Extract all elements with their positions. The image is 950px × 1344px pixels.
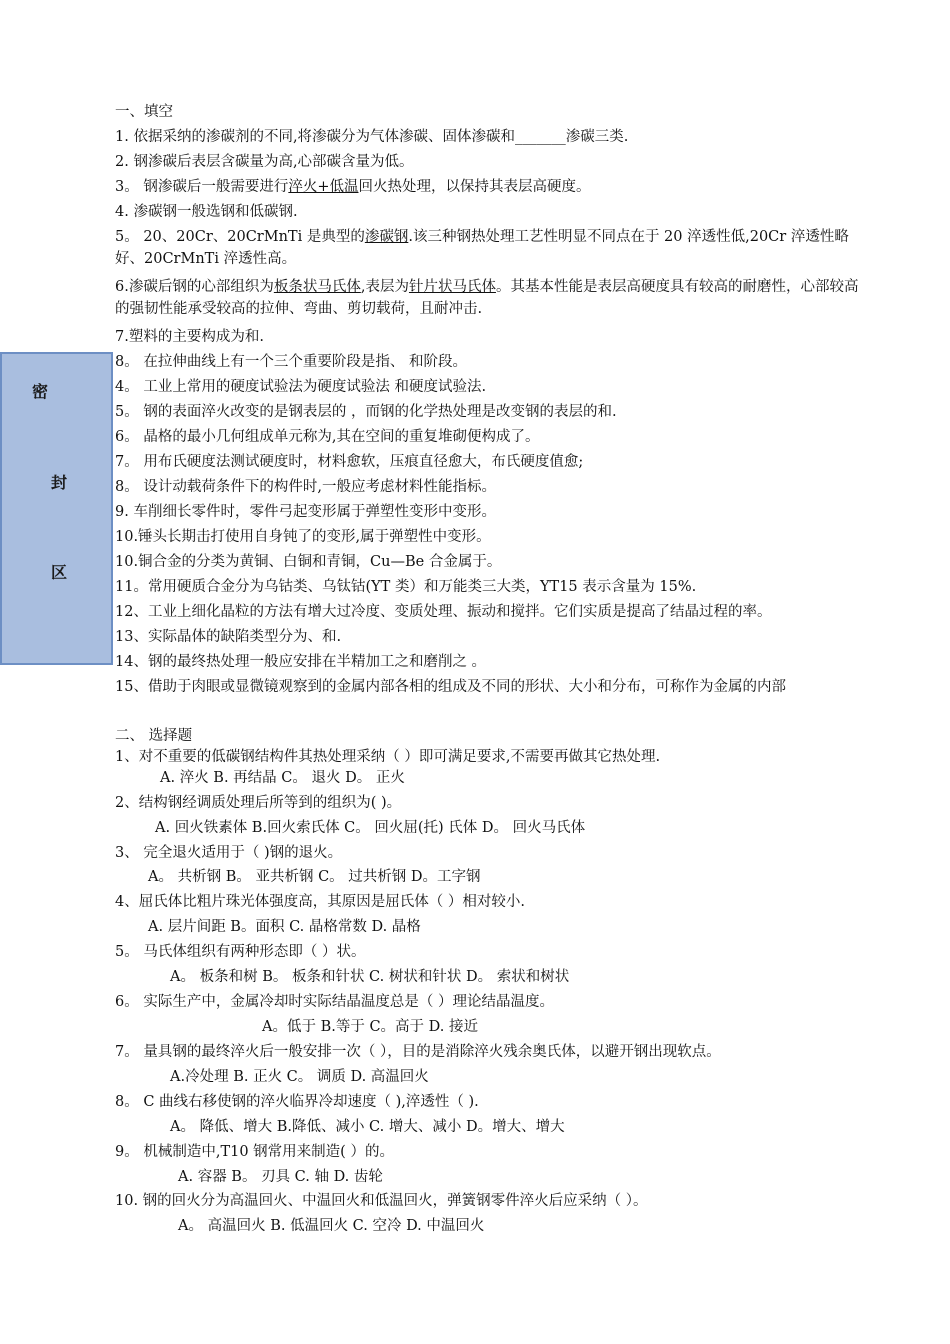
fill-item-18: 12、工业上细化晶粒的方法有增大过冷度、变质处理、振动和搅拌。它们实质是提高了结晶过程的率。 [115,604,772,620]
fill-item-16: 10.铜合金的分类为黄铜、白铜和青铜，Cu—Be 合金属于。 [115,554,502,570]
choice-options-5: A。 板条和树 B。 板条和针状 C. 树状和针状 D。 索状和树状 [170,969,570,985]
fill-item-3: 3。 钢渗碳后一般需要进行淬火+低温回火热处理，以保持其表层高硬度。 [115,179,591,195]
seal-char-3: 区 [51,563,68,582]
fill-item-6: 6.渗碳后钢的心部组织为板条状马氏体,表层为针片状马氏体。其基本性能是表层高硬度具有较高的耐磨性，心部较高的强韧性能承受较高的拉伸、弯曲、剪切载荷，且耐冲击. [115,279,859,317]
underlined-answer: 淬火+低温 [288,179,359,195]
choice-question-5: 5。 马氏体组织有两种形态即（ ）状。 [115,944,366,960]
seal-area [0,352,113,665]
choice-options-7: A.冷处理 B. 正火 C。 调质 D. 高温回火 [170,1069,429,1085]
choice-options-3: A。 共析钢 B。 亚共析钢 C。 过共析钢 D。工字钢 [148,869,481,885]
fill-item-4: 4. 渗碳钢一般选钢和低碳钢. [115,204,298,220]
choice-options-1: A. 淬火 B. 再结晶 C。 退火 D。 正火 [160,770,405,786]
fill-item-8: 8。 在拉伸曲线上有一个三个重要阶段是指、 和阶段。 [115,354,467,370]
choice-options-2: A. 回火铁素体 B.回火索氏体 C。 回火屈(托) 氏体 D。 回火马氏体 [155,820,586,836]
choice-options-10: A。 高温回火 B. 低温回火 C. 空冷 D. 中温回火 [178,1218,485,1234]
underlined-answer: 针片状马氏体 [408,279,496,295]
fill-item-21: 15、借助于肉眼或显微镜观察到的金属内部各相的组成及不同的形状、大小和分布，可称作为金属的内部 [115,679,786,695]
fill-item-15: 10.锤头长期击打使用自身钝了的变形,属于弹塑性中变形。 [115,529,491,545]
fill-item-14: 9. 车削细长零件时，零件弓起变形属于弹塑性变形中变形。 [115,504,496,520]
seal-char-2: 封 [51,473,68,492]
choice-question-1: 1、对不重要的低碳钢结构件其热处理采纳（ ）即可满足要求,不需要再做其它热处理. [115,749,661,765]
fill-item-9: 4。 工业上常用的硬度试验法为硬度试验法 和硬度试验法. [115,379,487,395]
fill-item-20: 14、钢的最终热处理一般应安排在半精加工之和磨削之 。 [115,654,487,670]
fill-item-5: 5。 20、20Cr、20CrMnTi 是典型的渗碳钢.该三种钢热处理工艺性明显不同点在于 20 淬透性低,20Cr 淬透性略好、20CrMnTi 淬透性高。 [115,229,849,267]
underlined-answer: 板条状马氏体 [273,279,361,295]
choice-question-6: 6。 实际生产中，金属冷却时实际结晶温度总是（ ）理论结晶温度。 [115,994,554,1010]
choice-question-2: 2、结构钢经调质处理后所等到的组织为( )。 [115,795,402,811]
choice-options-6: A。低于 B.等于 C。高于 D. 接近 [262,1019,478,1035]
fill-item-2: 2. 钢渗碳后表层含碳量为高,心部碳含量为低。 [115,154,414,170]
fill-item-7: 7.塑料的主要构成为和. [115,329,264,345]
choice-question-8: 8。 C 曲线右移使钢的淬火临界冷却速度（ ),淬透性（ ). [115,1094,479,1110]
choice-question-4: 4、屈氏体比粗片珠光体强度高，其原因是屈氏体（ ）相对较小. [115,894,525,910]
fill-item-1: 1. 依据采纳的渗碳剂的不同,将渗碳分为气体渗碳、固体渗碳和_______渗碳三类. [115,129,629,145]
fill-item-10: 5。 钢的表面淬火改变的是钢表层的 ，而钢的化学热处理是改变钢的表层的和. [115,404,617,420]
fill-item-17: 11。常用硬质合金分为乌钴类、乌钛钴(YT 类）和万能类三大类，YT15 表示含量为 15%. [115,579,697,595]
choice-question-9: 9。 机械制造中,T10 钢常用来制造( ）的。 [115,1144,394,1160]
choice-question-3: 3、 完全退火适用于（ )钢的退火。 [115,845,343,861]
choice-options-4: A. 层片间距 B。面积 C. 晶格常数 D. 晶格 [148,919,421,935]
choice-options-8: A。 降低、增大 B.降低、减小 C. 增大、减小 D。增大、增大 [170,1119,565,1135]
section-title-fill: 一、填空 [115,104,173,120]
seal-char-1: 密 [32,382,49,401]
fill-item-12: 7。 用布氏硬度法测试硬度时，材料愈软，压痕直径愈大，布氏硬度值愈; [115,454,584,470]
fill-item-13: 8。 设计动载荷条件下的构件时,一般应考虑材料性能指标。 [115,479,496,495]
section-title-choice: 二、 选择题 [115,728,193,744]
fill-item-19: 13、实际晶体的缺陷类型分为、和. [115,629,342,645]
choice-options-9: A. 容器 B。 刃具 C. 轴 D. 齿轮 [178,1169,383,1185]
choice-question-10: 10. 钢的回火分为高温回火、中温回火和低温回火，弹簧钢零件淬火后应采纳（ ）。 [115,1193,648,1209]
fill-item-11: 6。 晶格的最小几何组成单元称为,其在空间的重复堆砌便构成了。 [115,429,540,445]
underlined-answer: 渗碳钢 [364,229,409,245]
choice-question-7: 7。 量具钢的最终淬火后一般安排一次（ ），目的是消除淬火残余奥氏体，以避开钢出现软点。 [115,1044,721,1060]
